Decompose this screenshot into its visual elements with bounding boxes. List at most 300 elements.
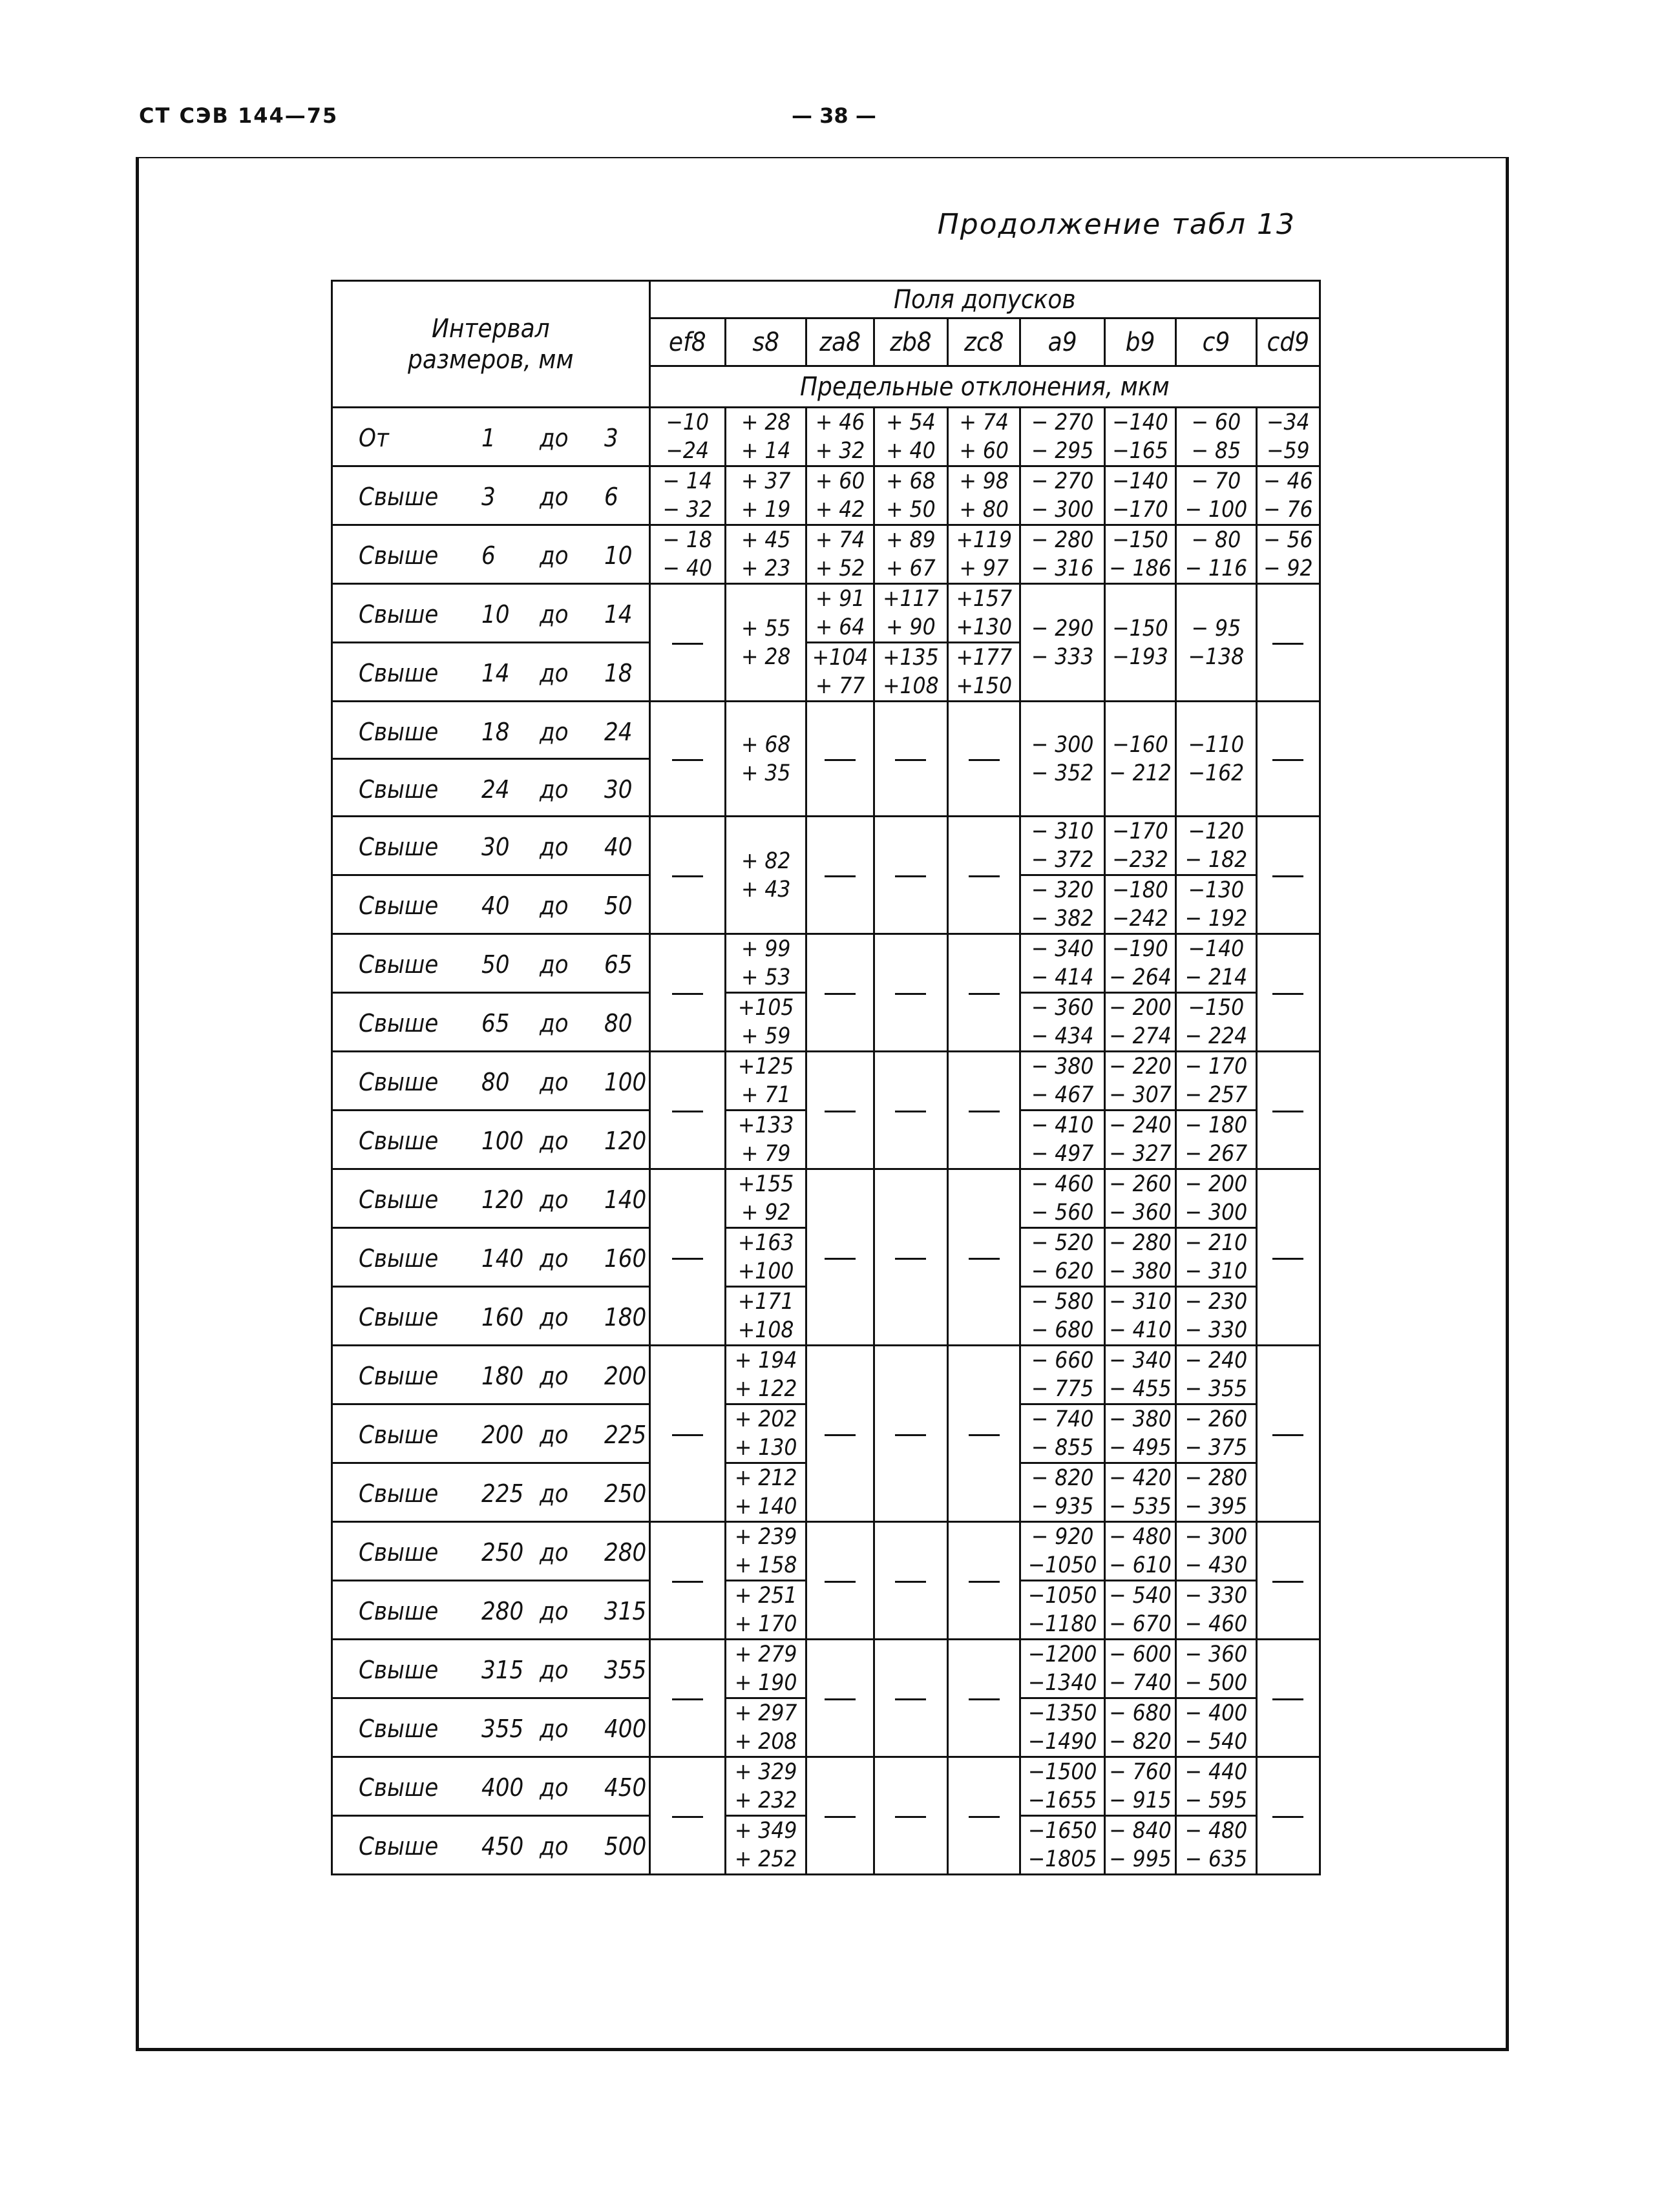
dash-empty bbox=[649, 1757, 725, 1875]
value-b9: − 260 − 360 bbox=[1104, 1169, 1175, 1228]
size-range-label bbox=[332, 408, 650, 466]
dash-empty bbox=[806, 1757, 874, 1875]
value-c9: −150 − 224 bbox=[1176, 993, 1256, 1052]
column-header-b9: b9 bbox=[1104, 318, 1175, 366]
dash-empty bbox=[874, 1522, 947, 1640]
value-a9: −1500 −1655 bbox=[1020, 1757, 1104, 1816]
table-row bbox=[332, 817, 1320, 875]
range-label-part: до bbox=[540, 1303, 569, 1331]
range-label-part: 1 bbox=[481, 424, 496, 452]
value-s8: + 99 + 53 bbox=[725, 934, 806, 993]
range-label-part: 315 bbox=[481, 1656, 524, 1684]
dash-empty bbox=[874, 1346, 947, 1522]
dash-empty bbox=[948, 1052, 1020, 1169]
value-b9: − 600 − 740 bbox=[1104, 1640, 1175, 1698]
size-range-label bbox=[332, 1228, 650, 1287]
range-label-part: 280 bbox=[481, 1597, 524, 1625]
range-label-part: 160 bbox=[481, 1303, 524, 1331]
value-ef8: − 18 − 40 bbox=[649, 525, 725, 584]
range-label-part: 200 bbox=[481, 1421, 524, 1449]
dash-empty bbox=[649, 1522, 725, 1640]
value-b9: − 420 − 535 bbox=[1104, 1463, 1175, 1522]
table-row bbox=[332, 525, 1320, 584]
table-row bbox=[332, 934, 1320, 993]
dash-empty bbox=[948, 934, 1020, 1052]
range-label-part: 225 bbox=[481, 1479, 524, 1508]
column-header-a9: a9 bbox=[1020, 318, 1104, 366]
range-label-part: Свыше bbox=[359, 775, 439, 804]
value-zc8: +157 +130 bbox=[948, 584, 1020, 643]
range-label-part: Свыше bbox=[359, 1538, 439, 1567]
range-label-part: 100 bbox=[604, 1068, 647, 1096]
value-a9: −1650 −1805 bbox=[1020, 1816, 1104, 1875]
value-b9: −150 − 186 bbox=[1104, 525, 1175, 584]
range-label-part: до bbox=[540, 892, 569, 920]
range-label-part: до bbox=[540, 424, 569, 452]
value-b9: − 760 − 915 bbox=[1104, 1757, 1175, 1816]
range-label-part: Свыше bbox=[359, 1656, 439, 1684]
range-label-part: Свыше bbox=[359, 833, 439, 861]
range-label-part: до bbox=[540, 833, 569, 861]
table-row bbox=[332, 584, 1320, 643]
column-header-s8: s8 bbox=[725, 318, 806, 366]
size-range-label bbox=[332, 1581, 650, 1640]
value-c9: − 200 − 300 bbox=[1176, 1169, 1256, 1228]
value-s8: + 82 + 43 bbox=[725, 817, 806, 934]
range-label-part: 280 bbox=[604, 1538, 647, 1567]
size-range-label bbox=[332, 993, 650, 1052]
range-label-part: 160 bbox=[604, 1244, 647, 1273]
dash-empty bbox=[649, 584, 725, 702]
value-b9: − 480 − 610 bbox=[1104, 1522, 1175, 1581]
range-label-part: 250 bbox=[481, 1538, 524, 1567]
range-label-part: 355 bbox=[604, 1656, 647, 1684]
value-a9: − 460 − 560 bbox=[1020, 1169, 1104, 1228]
dash-empty bbox=[649, 1346, 725, 1522]
range-label-part: 10 bbox=[604, 541, 633, 570]
range-label-part: Свыше bbox=[359, 1185, 439, 1214]
table-row bbox=[332, 1169, 1320, 1228]
dash-empty bbox=[874, 1052, 947, 1169]
value-a9: − 300 − 352 bbox=[1020, 702, 1104, 817]
value-c9: − 330 − 460 bbox=[1176, 1581, 1256, 1640]
dash-empty bbox=[806, 1346, 874, 1522]
table-row bbox=[332, 466, 1320, 525]
value-b9: −190 − 264 bbox=[1104, 934, 1175, 993]
value-c9: − 360 − 500 bbox=[1176, 1640, 1256, 1698]
range-label-part: до bbox=[540, 1479, 569, 1508]
value-c9: − 210 − 310 bbox=[1176, 1228, 1256, 1287]
value-c9: − 260 − 375 bbox=[1176, 1404, 1256, 1463]
page-number: — 38 — bbox=[792, 103, 876, 128]
range-label-part: Свыше bbox=[359, 600, 439, 629]
value-s8: + 212 + 140 bbox=[725, 1463, 806, 1522]
size-range-label bbox=[332, 1404, 650, 1463]
dash-empty bbox=[1256, 1346, 1320, 1522]
value-s8: +105 + 59 bbox=[725, 993, 806, 1052]
value-s8: +155 + 92 bbox=[725, 1169, 806, 1228]
value-c9: − 280 − 395 bbox=[1176, 1463, 1256, 1522]
range-label-part: 250 bbox=[604, 1479, 647, 1508]
size-range-label bbox=[332, 1640, 650, 1698]
size-range-label bbox=[332, 584, 650, 643]
dash-empty bbox=[948, 1640, 1020, 1757]
value-b9: − 380 − 495 bbox=[1104, 1404, 1175, 1463]
table-row bbox=[332, 702, 1320, 759]
size-range-label bbox=[332, 1463, 650, 1522]
size-range-label bbox=[332, 759, 650, 817]
range-label-part: 400 bbox=[481, 1773, 524, 1802]
value-s8: +133 + 79 bbox=[725, 1111, 806, 1169]
range-label-part: Свыше bbox=[359, 1009, 439, 1038]
value-za8: + 74 + 52 bbox=[806, 525, 874, 584]
value-zb8: +135 +108 bbox=[874, 643, 947, 702]
value-b9: − 310 − 410 bbox=[1104, 1287, 1175, 1346]
table-row bbox=[332, 1346, 1320, 1404]
dash-empty bbox=[649, 1052, 725, 1169]
dash-empty bbox=[948, 817, 1020, 934]
value-b9: −140 −170 bbox=[1104, 466, 1175, 525]
value-s8: + 239 + 158 bbox=[725, 1522, 806, 1581]
dash-empty bbox=[649, 1169, 725, 1346]
value-b9: − 340 − 455 bbox=[1104, 1346, 1175, 1404]
value-cd9: −34 −59 bbox=[1256, 408, 1320, 466]
value-s8: + 68 + 35 bbox=[725, 702, 806, 817]
value-za8: + 91 + 64 bbox=[806, 584, 874, 643]
range-label-part: до bbox=[540, 1832, 569, 1861]
dash-empty bbox=[948, 1522, 1020, 1640]
value-a9: − 410 − 497 bbox=[1020, 1111, 1104, 1169]
range-label-part: до bbox=[540, 1597, 569, 1625]
value-a9: −1200 −1340 bbox=[1020, 1640, 1104, 1698]
value-a9: −1050 −1180 bbox=[1020, 1581, 1104, 1640]
value-c9: − 180 − 267 bbox=[1176, 1111, 1256, 1169]
value-a9: − 820 − 935 bbox=[1020, 1463, 1104, 1522]
dash-empty bbox=[874, 817, 947, 934]
size-range-label bbox=[332, 934, 650, 993]
value-a9: − 270 − 295 bbox=[1020, 408, 1104, 466]
interval-header: Интервал размеров, мм bbox=[332, 281, 650, 408]
column-header-za8: za8 bbox=[806, 318, 874, 366]
range-label-part: 120 bbox=[481, 1185, 524, 1214]
range-label-part: Свыше bbox=[359, 1362, 439, 1390]
range-label-part: Свыше bbox=[359, 483, 439, 511]
size-range-label bbox=[332, 702, 650, 759]
value-s8: +125 + 71 bbox=[725, 1052, 806, 1111]
value-c9: −120 − 182 bbox=[1176, 817, 1256, 875]
value-b9: − 200 − 274 bbox=[1104, 993, 1175, 1052]
dash-empty bbox=[1256, 1757, 1320, 1875]
fields-header: Поля допусков bbox=[649, 281, 1320, 318]
value-c9: − 240 − 355 bbox=[1176, 1346, 1256, 1404]
range-label-part: 180 bbox=[604, 1303, 647, 1331]
dash-empty bbox=[1256, 1522, 1320, 1640]
dash-empty bbox=[874, 1169, 947, 1346]
size-range-label bbox=[332, 1816, 650, 1875]
dash-empty bbox=[948, 1346, 1020, 1522]
dash-empty bbox=[806, 1169, 874, 1346]
range-label-part: 40 bbox=[604, 833, 633, 861]
value-s8: +163 +100 bbox=[725, 1228, 806, 1287]
range-label-part: Свыше bbox=[359, 718, 439, 746]
value-zb8: +117 + 90 bbox=[874, 584, 947, 643]
dash-empty bbox=[649, 1640, 725, 1757]
range-label-part: Свыше bbox=[359, 1832, 439, 1861]
value-s8: +171 +108 bbox=[725, 1287, 806, 1346]
value-c9: −130 − 192 bbox=[1176, 875, 1256, 934]
column-header-cd9: cd9 bbox=[1256, 318, 1320, 366]
range-label-part: Свыше bbox=[359, 1068, 439, 1096]
value-a9: − 740 − 855 bbox=[1020, 1404, 1104, 1463]
range-label-part: Свыше bbox=[359, 659, 439, 687]
value-zc8: + 98 + 80 bbox=[948, 466, 1020, 525]
range-label-part: до bbox=[540, 541, 569, 570]
table-caption: Продолжение табл 13 bbox=[937, 208, 1296, 241]
size-range-label bbox=[332, 1757, 650, 1816]
size-range-label bbox=[332, 643, 650, 702]
range-label-part: до bbox=[540, 1773, 569, 1802]
range-label-part: 14 bbox=[604, 600, 633, 629]
value-c9: − 230 − 330 bbox=[1176, 1287, 1256, 1346]
dash-empty bbox=[1256, 1052, 1320, 1169]
range-label-part: 30 bbox=[604, 775, 633, 804]
range-label-part: 80 bbox=[604, 1009, 633, 1038]
value-b9: −180 −242 bbox=[1104, 875, 1175, 934]
value-c9: − 70 − 100 bbox=[1176, 466, 1256, 525]
range-label-part: 10 bbox=[481, 600, 510, 629]
dash-empty bbox=[806, 1640, 874, 1757]
size-range-label bbox=[332, 817, 650, 875]
limits-header: Предельные отклонения, мкм bbox=[649, 366, 1320, 408]
value-c9: − 170 − 257 bbox=[1176, 1052, 1256, 1111]
range-label-part: до bbox=[540, 1127, 569, 1155]
range-label-part: Свыше bbox=[359, 950, 439, 979]
range-label-part: до bbox=[540, 1421, 569, 1449]
value-b9: − 840 − 995 bbox=[1104, 1816, 1175, 1875]
range-label-part: до bbox=[540, 600, 569, 629]
value-a9: − 320 − 382 bbox=[1020, 875, 1104, 934]
dash-empty bbox=[806, 1522, 874, 1640]
value-a9: − 340 − 414 bbox=[1020, 934, 1104, 993]
size-range-label bbox=[332, 1287, 650, 1346]
range-label-part: 30 bbox=[481, 833, 510, 861]
table-row bbox=[332, 1757, 1320, 1816]
dash-empty bbox=[874, 702, 947, 817]
table-row bbox=[332, 1522, 1320, 1581]
value-a9: − 920 −1050 bbox=[1020, 1522, 1104, 1581]
range-label-part: до bbox=[540, 483, 569, 511]
value-b9: −150 −193 bbox=[1104, 584, 1175, 702]
range-label-part: Свыше bbox=[359, 1127, 439, 1155]
table-row bbox=[332, 1052, 1320, 1111]
range-label-part: Свыше bbox=[359, 541, 439, 570]
size-range-label bbox=[332, 1698, 650, 1757]
range-label-part: до bbox=[540, 1538, 569, 1567]
value-b9: − 680 − 820 bbox=[1104, 1698, 1175, 1757]
range-label-part: 100 bbox=[481, 1127, 524, 1155]
value-a9: − 270 − 300 bbox=[1020, 466, 1104, 525]
value-c9: − 480 − 635 bbox=[1176, 1816, 1256, 1875]
dash-empty bbox=[1256, 702, 1320, 817]
range-label-part: 65 bbox=[481, 1009, 510, 1038]
value-a9: − 290 − 333 bbox=[1020, 584, 1104, 702]
range-label-part: 50 bbox=[481, 950, 510, 979]
dash-empty bbox=[1256, 934, 1320, 1052]
value-a9: − 660 − 775 bbox=[1020, 1346, 1104, 1404]
value-zc8: + 74 + 60 bbox=[948, 408, 1020, 466]
range-label-part: Свыше bbox=[359, 1421, 439, 1449]
value-s8: + 329 + 232 bbox=[725, 1757, 806, 1816]
range-label-part: 18 bbox=[604, 659, 633, 687]
value-a9: − 360 − 434 bbox=[1020, 993, 1104, 1052]
range-label-part: 24 bbox=[604, 718, 633, 746]
value-c9: − 300 − 430 bbox=[1176, 1522, 1256, 1581]
range-label-part: 3 bbox=[481, 483, 496, 511]
range-label-part: 450 bbox=[604, 1773, 647, 1802]
size-range-label bbox=[332, 1346, 650, 1404]
value-ef8: − 14 − 32 bbox=[649, 466, 725, 525]
range-label-part: до bbox=[540, 775, 569, 804]
range-label-part: до bbox=[540, 1244, 569, 1273]
value-zc8: +119 + 97 bbox=[948, 525, 1020, 584]
range-label-part: Свыше bbox=[359, 1773, 439, 1802]
value-zc8: +177 +150 bbox=[948, 643, 1020, 702]
range-label-part: 80 bbox=[481, 1068, 510, 1096]
range-label-part: Свыше bbox=[359, 892, 439, 920]
value-c9: − 440 − 595 bbox=[1176, 1757, 1256, 1816]
range-label-part: 200 bbox=[604, 1362, 647, 1390]
value-cd9: − 56 − 92 bbox=[1256, 525, 1320, 584]
value-s8: + 297 + 208 bbox=[725, 1698, 806, 1757]
value-zb8: + 68 + 50 bbox=[874, 466, 947, 525]
size-range-label bbox=[332, 525, 650, 584]
range-label-part: 140 bbox=[481, 1244, 524, 1273]
value-zb8: + 54 + 40 bbox=[874, 408, 947, 466]
value-a9: − 520 − 620 bbox=[1020, 1228, 1104, 1287]
range-label-part: 3 bbox=[604, 424, 618, 452]
dash-empty bbox=[649, 817, 725, 934]
dash-empty bbox=[806, 817, 874, 934]
value-b9: − 540 − 670 bbox=[1104, 1581, 1175, 1640]
value-b9: − 240 − 327 bbox=[1104, 1111, 1175, 1169]
value-b9: − 280 − 380 bbox=[1104, 1228, 1175, 1287]
value-c9: − 95 −138 bbox=[1176, 584, 1256, 702]
value-a9: − 580 − 680 bbox=[1020, 1287, 1104, 1346]
range-label-part: 140 bbox=[604, 1185, 647, 1214]
dash-empty bbox=[1256, 1640, 1320, 1757]
document-id: СТ СЭВ 144—75 bbox=[139, 103, 339, 128]
dash-empty bbox=[874, 1640, 947, 1757]
size-range-label bbox=[332, 1111, 650, 1169]
dash-empty bbox=[806, 934, 874, 1052]
value-s8: + 194 + 122 bbox=[725, 1346, 806, 1404]
value-a9: −1350 −1490 bbox=[1020, 1698, 1104, 1757]
range-label-part: до bbox=[540, 718, 569, 746]
range-label-part: 40 bbox=[481, 892, 510, 920]
value-c9: − 60 − 85 bbox=[1176, 408, 1256, 466]
tolerance-table bbox=[331, 280, 1321, 1875]
value-s8: + 37 + 19 bbox=[725, 466, 806, 525]
range-label-part: 355 bbox=[481, 1715, 524, 1743]
size-range-label bbox=[332, 466, 650, 525]
range-label-part: 225 bbox=[604, 1421, 647, 1449]
dash-empty bbox=[948, 1169, 1020, 1346]
range-label-part: до bbox=[540, 1185, 569, 1214]
dash-empty bbox=[649, 934, 725, 1052]
range-label-part: 500 bbox=[604, 1832, 647, 1861]
range-label-part: Свыше bbox=[359, 1303, 439, 1331]
value-b9: − 220 − 307 bbox=[1104, 1052, 1175, 1111]
range-label-part: до bbox=[540, 950, 569, 979]
range-label-part: От bbox=[359, 424, 389, 452]
value-a9: − 280 − 316 bbox=[1020, 525, 1104, 584]
range-label-part: до bbox=[540, 1362, 569, 1390]
value-ef8: −10 −24 bbox=[649, 408, 725, 466]
column-header-zc8: zc8 bbox=[948, 318, 1020, 366]
dash-empty bbox=[948, 702, 1020, 817]
dash-empty bbox=[1256, 1169, 1320, 1346]
dash-empty bbox=[1256, 817, 1320, 934]
range-label-part: до bbox=[540, 1656, 569, 1684]
value-c9: −110 −162 bbox=[1176, 702, 1256, 817]
range-label-part: 400 bbox=[604, 1715, 647, 1743]
range-label-part: 450 bbox=[481, 1832, 524, 1861]
dash-empty bbox=[806, 1052, 874, 1169]
column-header-ef8: ef8 bbox=[649, 318, 725, 366]
value-c9: − 400 − 540 bbox=[1176, 1698, 1256, 1757]
range-label-part: 50 bbox=[604, 892, 633, 920]
range-label-part: 65 bbox=[604, 950, 633, 979]
column-header-c9: c9 bbox=[1176, 318, 1256, 366]
range-label-part: 24 bbox=[481, 775, 510, 804]
dash-empty bbox=[874, 934, 947, 1052]
size-range-label bbox=[332, 1052, 650, 1111]
range-label-part: до bbox=[540, 659, 569, 687]
dash-empty bbox=[874, 1757, 947, 1875]
value-c9: −140 − 214 bbox=[1176, 934, 1256, 993]
dash-empty bbox=[806, 702, 874, 817]
range-label-part: до bbox=[540, 1009, 569, 1038]
range-label-part: до bbox=[540, 1715, 569, 1743]
value-za8: + 60 + 42 bbox=[806, 466, 874, 525]
value-b9: −140 −165 bbox=[1104, 408, 1175, 466]
range-label-part: 180 bbox=[481, 1362, 524, 1390]
range-label-part: Свыше bbox=[359, 1715, 439, 1743]
dash-empty bbox=[1256, 584, 1320, 702]
value-s8: + 45 + 23 bbox=[725, 525, 806, 584]
value-b9: −170 −232 bbox=[1104, 817, 1175, 875]
value-zb8: + 89 + 67 bbox=[874, 525, 947, 584]
value-s8: + 28 + 14 bbox=[725, 408, 806, 466]
value-s8: + 202 + 130 bbox=[725, 1404, 806, 1463]
value-cd9: − 46 − 76 bbox=[1256, 466, 1320, 525]
range-label-part: Свыше bbox=[359, 1479, 439, 1508]
range-label-part: Свыше bbox=[359, 1244, 439, 1273]
size-range-label bbox=[332, 1522, 650, 1581]
table-row bbox=[332, 1640, 1320, 1698]
size-range-label bbox=[332, 1169, 650, 1228]
value-s8: + 55 + 28 bbox=[725, 584, 806, 702]
size-range-label bbox=[332, 875, 650, 934]
value-za8: + 46 + 32 bbox=[806, 408, 874, 466]
value-s8: + 251 + 170 bbox=[725, 1581, 806, 1640]
value-s8: + 349 + 252 bbox=[725, 1816, 806, 1875]
dash-empty bbox=[948, 1757, 1020, 1875]
range-label-part: 18 bbox=[481, 718, 510, 746]
table-row bbox=[332, 408, 1320, 466]
value-c9: − 80 − 116 bbox=[1176, 525, 1256, 584]
value-b9: −160 − 212 bbox=[1104, 702, 1175, 817]
